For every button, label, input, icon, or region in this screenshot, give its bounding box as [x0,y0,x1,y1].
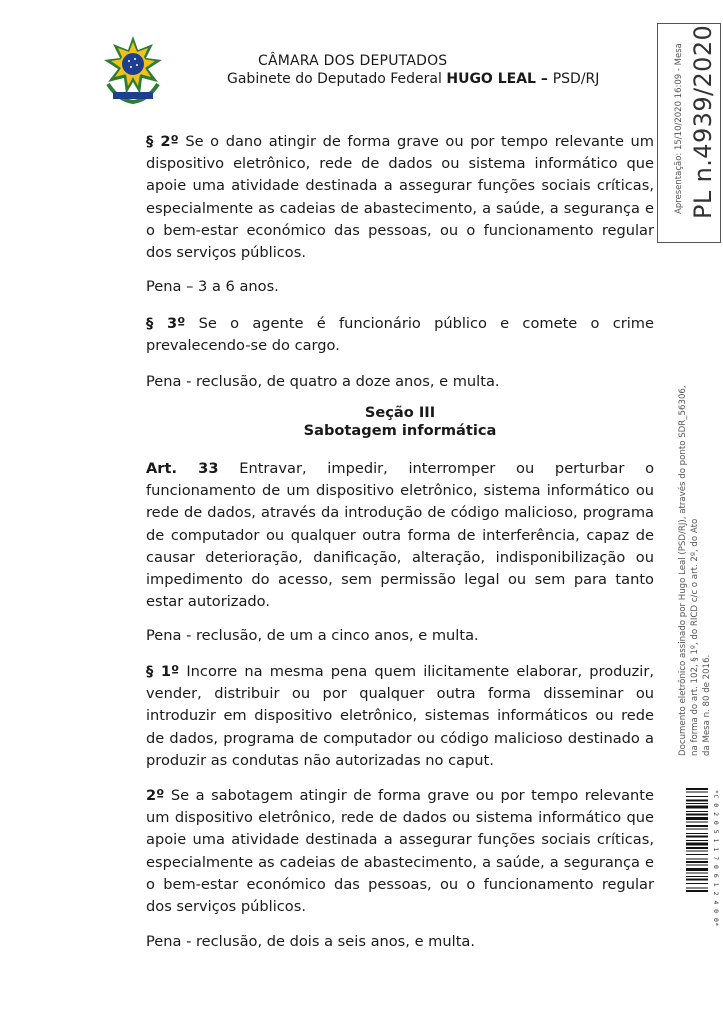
header-chamber-name: CÂMARA DOS DEPUTADOS [258,53,448,69]
bill-number: PL n.4939/2020 [689,24,717,219]
paragraph-3: § 3º Se o agente é funcionário público e comete o crime prevalecendo-se do cargo. [146,315,654,355]
section-heading: Seção III Sabotagem informática [303,404,497,439]
paragraph-2: § 2º Se o dano atingir de forma grave ou por tempo relevante um dispositivo eletrônico, rede de dados ou sistema informático que apoie uma atividade destinada a assegurar funções sociais críticas, especialmente as cadeias de abastecimento, a saúde, a segurança e o bem-estar económico das pessoas, ou o funcionamento regular dos serviços públicos. [146,133,654,262]
presentation-date: Apresentação: 15/10/2020 16:09 - Mesa [674,43,684,214]
signature-note: Documento eletrônico assinado por Hugo Leal (PSD/RJ), através do ponto SDR_56306, na forma do art. 102, § 1º, do RICD c/c o art. 2º, do Ato da Mesa n. 80 de 2016. [678,385,712,756]
paragraph-penalty-4: Pena - reclusão, de dois a seis anos, e multa. [146,933,476,950]
paragraph-penalty-1: Pena – 3 a 6 anos. [146,278,279,295]
barcode-text: *C 0 2 0 5 1 1 7 0 6 1 2 4 0 0* [712,790,720,927]
paragraph-penalty-3: Pena - reclusão, de um a cinco anos, e multa. [146,627,479,644]
paragraph-penalty-2: Pena - reclusão, de quatro a doze anos, e multa. [146,373,500,390]
article-33: Art. 33 Entravar, impedir, interromper ou perturbar o funcionamento de um dispositivo eletrônico, sistema informático ou rede de dados, através da introdução de código malicioso, programa de computador ou qualquer outra forma de interferência, capaz de causar deterioração, danificação, alteração, indisponibilização ou impedimento do acesso, sem permissão legal ou sem para tanto estar autorizado. [146,460,655,611]
header-office: Gabinete do Deputado Federal HUGO LEAL – PSD/RJ [227,71,600,87]
paragraph-2-sabotage: 2º Se a sabotagem atingir de forma grave ou por tempo relevante um dispositivo eletrônico, rede de dados ou sistema informático que apoie uma atividade destinada a assegurar funções sociais críticas, especialmente as cadeias de abastecimento, a saúde, a segurança e o bem-estar económico das pessoas, ou o funcionamento regular dos serviços públicos. [146,787,654,916]
paragraph-1: § 1º Incorre na mesma pena quem ilicitamente elaborar, produzir, vender, distribuir ou por qualquer outra forma disseminar ou introduzir em dispositivo eletrônico, sistemas informáticos ou rede de dados, programa de computador ou código malicioso destinado a produzir as condutas não autorizadas no caput. [146,663,654,769]
brazil-coat-of-arms-icon [98,34,168,106]
barcode [686,788,708,940]
protocol-stamp [657,23,721,243]
